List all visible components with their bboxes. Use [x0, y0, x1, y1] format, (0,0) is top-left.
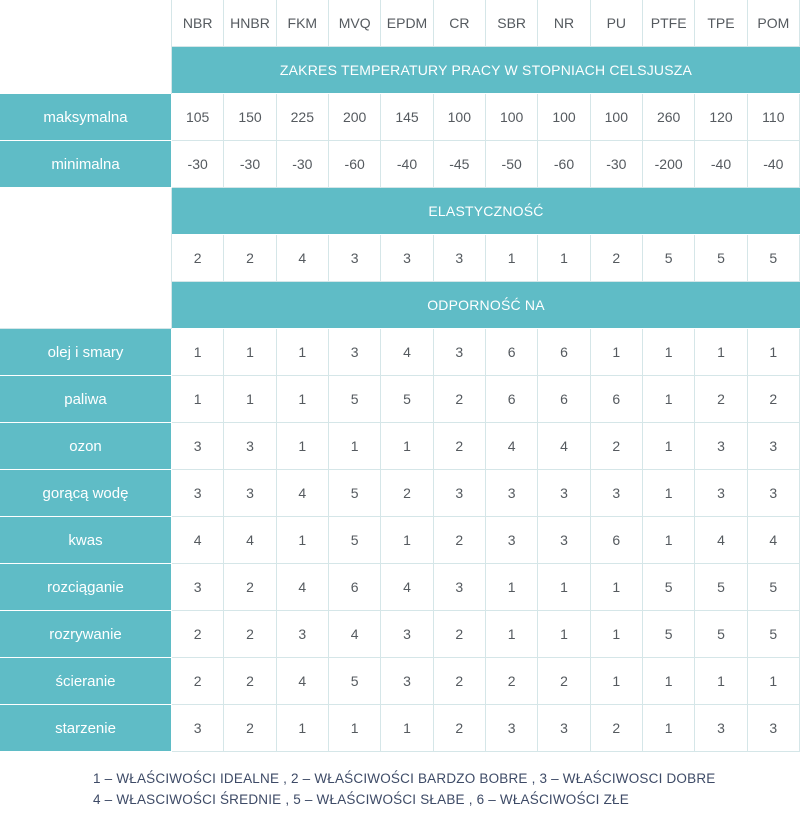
- legend-line-1: 1 – WŁAŚCIWOŚCI IDEALNE , 2 – WŁAŚCIWOŚCI BARDZO BOBRE , 3 – WŁAŚCIWOSCI DOBRE: [93, 771, 716, 786]
- material-header: NBR: [172, 0, 224, 47]
- table-cell: 2: [224, 658, 276, 705]
- row-label: ścieranie: [0, 658, 172, 705]
- table-cell: 2: [591, 423, 643, 470]
- material-header: SBR: [486, 0, 538, 47]
- table-cell: -30: [591, 141, 643, 188]
- material-header: FKM: [277, 0, 329, 47]
- material-header: POM: [748, 0, 800, 47]
- row-label: starzenie: [0, 705, 172, 752]
- material-header: PTFE: [643, 0, 695, 47]
- table-cell: 2: [434, 376, 486, 423]
- table-cell: 1: [748, 329, 800, 376]
- table-cell: -30: [224, 141, 276, 188]
- table-cell: 1: [277, 423, 329, 470]
- table-cell: 5: [748, 235, 800, 282]
- table-cell: -60: [329, 141, 381, 188]
- table-cell: 1: [695, 658, 747, 705]
- table-cell: 3: [224, 423, 276, 470]
- table-cell: 1: [381, 705, 433, 752]
- table-cell: 6: [329, 564, 381, 611]
- table-cell: 3: [172, 564, 224, 611]
- table-cell: 145: [381, 94, 433, 141]
- corner-blank: [0, 0, 172, 47]
- table-cell: 3: [538, 470, 590, 517]
- table-cell: 2: [224, 564, 276, 611]
- table-cell: 5: [329, 376, 381, 423]
- legend-line-2: 4 – WŁASCIWOŚCI ŚREDNIE , 5 – WŁAŚCIWOŚCI SŁABE , 6 – WŁAŚCIWOŚCI ZŁE: [93, 792, 629, 807]
- table-cell: 4: [277, 564, 329, 611]
- table-cell: 4: [381, 329, 433, 376]
- table-cell: 3: [329, 329, 381, 376]
- table-cell: 5: [695, 611, 747, 658]
- table-cell: 3: [381, 235, 433, 282]
- table-cell: 4: [224, 517, 276, 564]
- table-cell: 2: [434, 423, 486, 470]
- table-cell: 1: [486, 235, 538, 282]
- table-cell: 5: [643, 235, 695, 282]
- table-cell: 1: [643, 376, 695, 423]
- row-label: paliwa: [0, 376, 172, 423]
- table-cell: 200: [329, 94, 381, 141]
- table-cell: 5: [329, 517, 381, 564]
- table-cell: 6: [538, 376, 590, 423]
- table-cell: -50: [486, 141, 538, 188]
- table-cell: 1: [381, 423, 433, 470]
- table-cell: 1: [643, 423, 695, 470]
- table-cell: 1: [277, 705, 329, 752]
- table-cell: 5: [643, 564, 695, 611]
- table-cell: 1: [277, 376, 329, 423]
- table-cell: 2: [172, 235, 224, 282]
- material-header: NR: [538, 0, 590, 47]
- table-cell: 2: [172, 658, 224, 705]
- table-cell: 1: [591, 564, 643, 611]
- table-cell: 3: [277, 611, 329, 658]
- table-cell: 1: [643, 329, 695, 376]
- table-cell: 3: [434, 329, 486, 376]
- table-cell: 1: [172, 376, 224, 423]
- table-cell: 6: [486, 376, 538, 423]
- material-header: PU: [591, 0, 643, 47]
- table-cell: 1: [538, 564, 590, 611]
- table-cell: 1: [643, 470, 695, 517]
- table-cell: 3: [329, 235, 381, 282]
- table-cell: 4: [381, 564, 433, 611]
- table-cell: 1: [538, 235, 590, 282]
- table-cell: 260: [643, 94, 695, 141]
- table-cell: 1: [643, 705, 695, 752]
- table-cell: 2: [434, 611, 486, 658]
- table-cell: 1: [172, 329, 224, 376]
- table-cell: 2: [591, 235, 643, 282]
- table-cell: 5: [695, 564, 747, 611]
- table-cell: 6: [591, 517, 643, 564]
- table-cell: 100: [486, 94, 538, 141]
- table-cell: 4: [748, 517, 800, 564]
- table-cell: 3: [748, 423, 800, 470]
- material-header: MVQ: [329, 0, 381, 47]
- table-cell: 1: [591, 329, 643, 376]
- table-cell: 1: [224, 376, 276, 423]
- section-title-elasticity: ELASTYCZNOŚĆ: [172, 188, 800, 235]
- table-cell: 4: [329, 611, 381, 658]
- table-cell: -60: [538, 141, 590, 188]
- table-cell: 4: [538, 423, 590, 470]
- table-cell: -40: [695, 141, 747, 188]
- table-cell: 3: [591, 470, 643, 517]
- table-cell: 5: [643, 611, 695, 658]
- table-cell: 1: [643, 517, 695, 564]
- section-title-temperature: ZAKRES TEMPERATURY PRACY W STOPNIACH CELSJUSZA: [172, 47, 800, 94]
- table-cell: 3: [748, 470, 800, 517]
- material-header: CR: [434, 0, 486, 47]
- band-spacer: [0, 47, 172, 94]
- table-cell: 3: [381, 658, 433, 705]
- table-cell: 150: [224, 94, 276, 141]
- table-cell: 2: [381, 470, 433, 517]
- band-spacer: [0, 188, 172, 235]
- table-cell: 4: [277, 658, 329, 705]
- table-cell: 6: [591, 376, 643, 423]
- legend: [93, 768, 715, 810]
- table-cell: 2: [434, 705, 486, 752]
- table-cell: 2: [434, 517, 486, 564]
- table-cell: 5: [329, 658, 381, 705]
- table-cell: 1: [591, 611, 643, 658]
- table-cell: 1: [277, 517, 329, 564]
- row-label: olej i smary: [0, 329, 172, 376]
- row-label: rozciąganie: [0, 564, 172, 611]
- section-title-resistance: ODPORNOŚĆ NA: [172, 282, 800, 329]
- table-cell: 4: [277, 470, 329, 517]
- table-cell: 3: [172, 470, 224, 517]
- table-cell: -40: [381, 141, 433, 188]
- table-cell: 4: [695, 517, 747, 564]
- table-cell: 1: [277, 329, 329, 376]
- table-cell: 1: [591, 658, 643, 705]
- table-cell: 1: [748, 658, 800, 705]
- table-cell: 2: [434, 658, 486, 705]
- table-cell: 1: [486, 611, 538, 658]
- table-cell: -30: [277, 141, 329, 188]
- table-cell: 2: [591, 705, 643, 752]
- table-cell: 2: [538, 658, 590, 705]
- table-cell: 1: [643, 658, 695, 705]
- table-cell: 2: [224, 235, 276, 282]
- table-cell: -200: [643, 141, 695, 188]
- table-cell: 3: [538, 517, 590, 564]
- table-cell: 1: [329, 423, 381, 470]
- table-cell: 1: [381, 517, 433, 564]
- table-cell: 100: [538, 94, 590, 141]
- table-cell: 2: [695, 376, 747, 423]
- table-cell: -40: [748, 141, 800, 188]
- table-cell: 2: [224, 705, 276, 752]
- material-header: TPE: [695, 0, 747, 47]
- material-header: EPDM: [381, 0, 433, 47]
- table-cell: 1: [329, 705, 381, 752]
- row-label: minimalna: [0, 141, 172, 188]
- table-cell: 110: [748, 94, 800, 141]
- table-cell: 3: [172, 705, 224, 752]
- row-spacer: [0, 235, 172, 282]
- table-cell: 4: [486, 423, 538, 470]
- row-label: gorącą wodę: [0, 470, 172, 517]
- table-cell: 6: [538, 329, 590, 376]
- table-cell: 100: [434, 94, 486, 141]
- table-cell: -30: [172, 141, 224, 188]
- table-cell: 1: [486, 564, 538, 611]
- table-cell: 5: [381, 376, 433, 423]
- table-cell: 4: [277, 235, 329, 282]
- table-cell: 225: [277, 94, 329, 141]
- table-cell: 2: [486, 658, 538, 705]
- table-cell: 3: [486, 705, 538, 752]
- row-label: kwas: [0, 517, 172, 564]
- table-cell: 3: [434, 235, 486, 282]
- table-cell: 3: [695, 470, 747, 517]
- row-label: ozon: [0, 423, 172, 470]
- table-cell: 3: [748, 705, 800, 752]
- table-cell: 5: [748, 611, 800, 658]
- table-cell: 1: [538, 611, 590, 658]
- table-cell: 3: [224, 470, 276, 517]
- table-cell: 3: [695, 705, 747, 752]
- table-cell: 100: [591, 94, 643, 141]
- table-cell: 2: [224, 611, 276, 658]
- table-cell: 2: [172, 611, 224, 658]
- table-cell: 5: [695, 235, 747, 282]
- table-cell: 1: [695, 329, 747, 376]
- table-cell: 3: [486, 470, 538, 517]
- table-cell: 3: [695, 423, 747, 470]
- row-label: maksymalna: [0, 94, 172, 141]
- table-cell: 3: [172, 423, 224, 470]
- material-header: HNBR: [224, 0, 276, 47]
- table-cell: 105: [172, 94, 224, 141]
- table-cell: 2: [748, 376, 800, 423]
- table-cell: 3: [381, 611, 433, 658]
- row-label: rozrywanie: [0, 611, 172, 658]
- band-spacer: [0, 282, 172, 329]
- table-cell: 3: [434, 470, 486, 517]
- table-cell: 3: [538, 705, 590, 752]
- table-cell: 3: [486, 517, 538, 564]
- table-cell: 4: [172, 517, 224, 564]
- table-cell: 5: [748, 564, 800, 611]
- table-cell: 120: [695, 94, 747, 141]
- table-cell: 5: [329, 470, 381, 517]
- table-cell: 1: [224, 329, 276, 376]
- table-cell: 3: [434, 564, 486, 611]
- table-cell: 6: [486, 329, 538, 376]
- table-cell: -45: [434, 141, 486, 188]
